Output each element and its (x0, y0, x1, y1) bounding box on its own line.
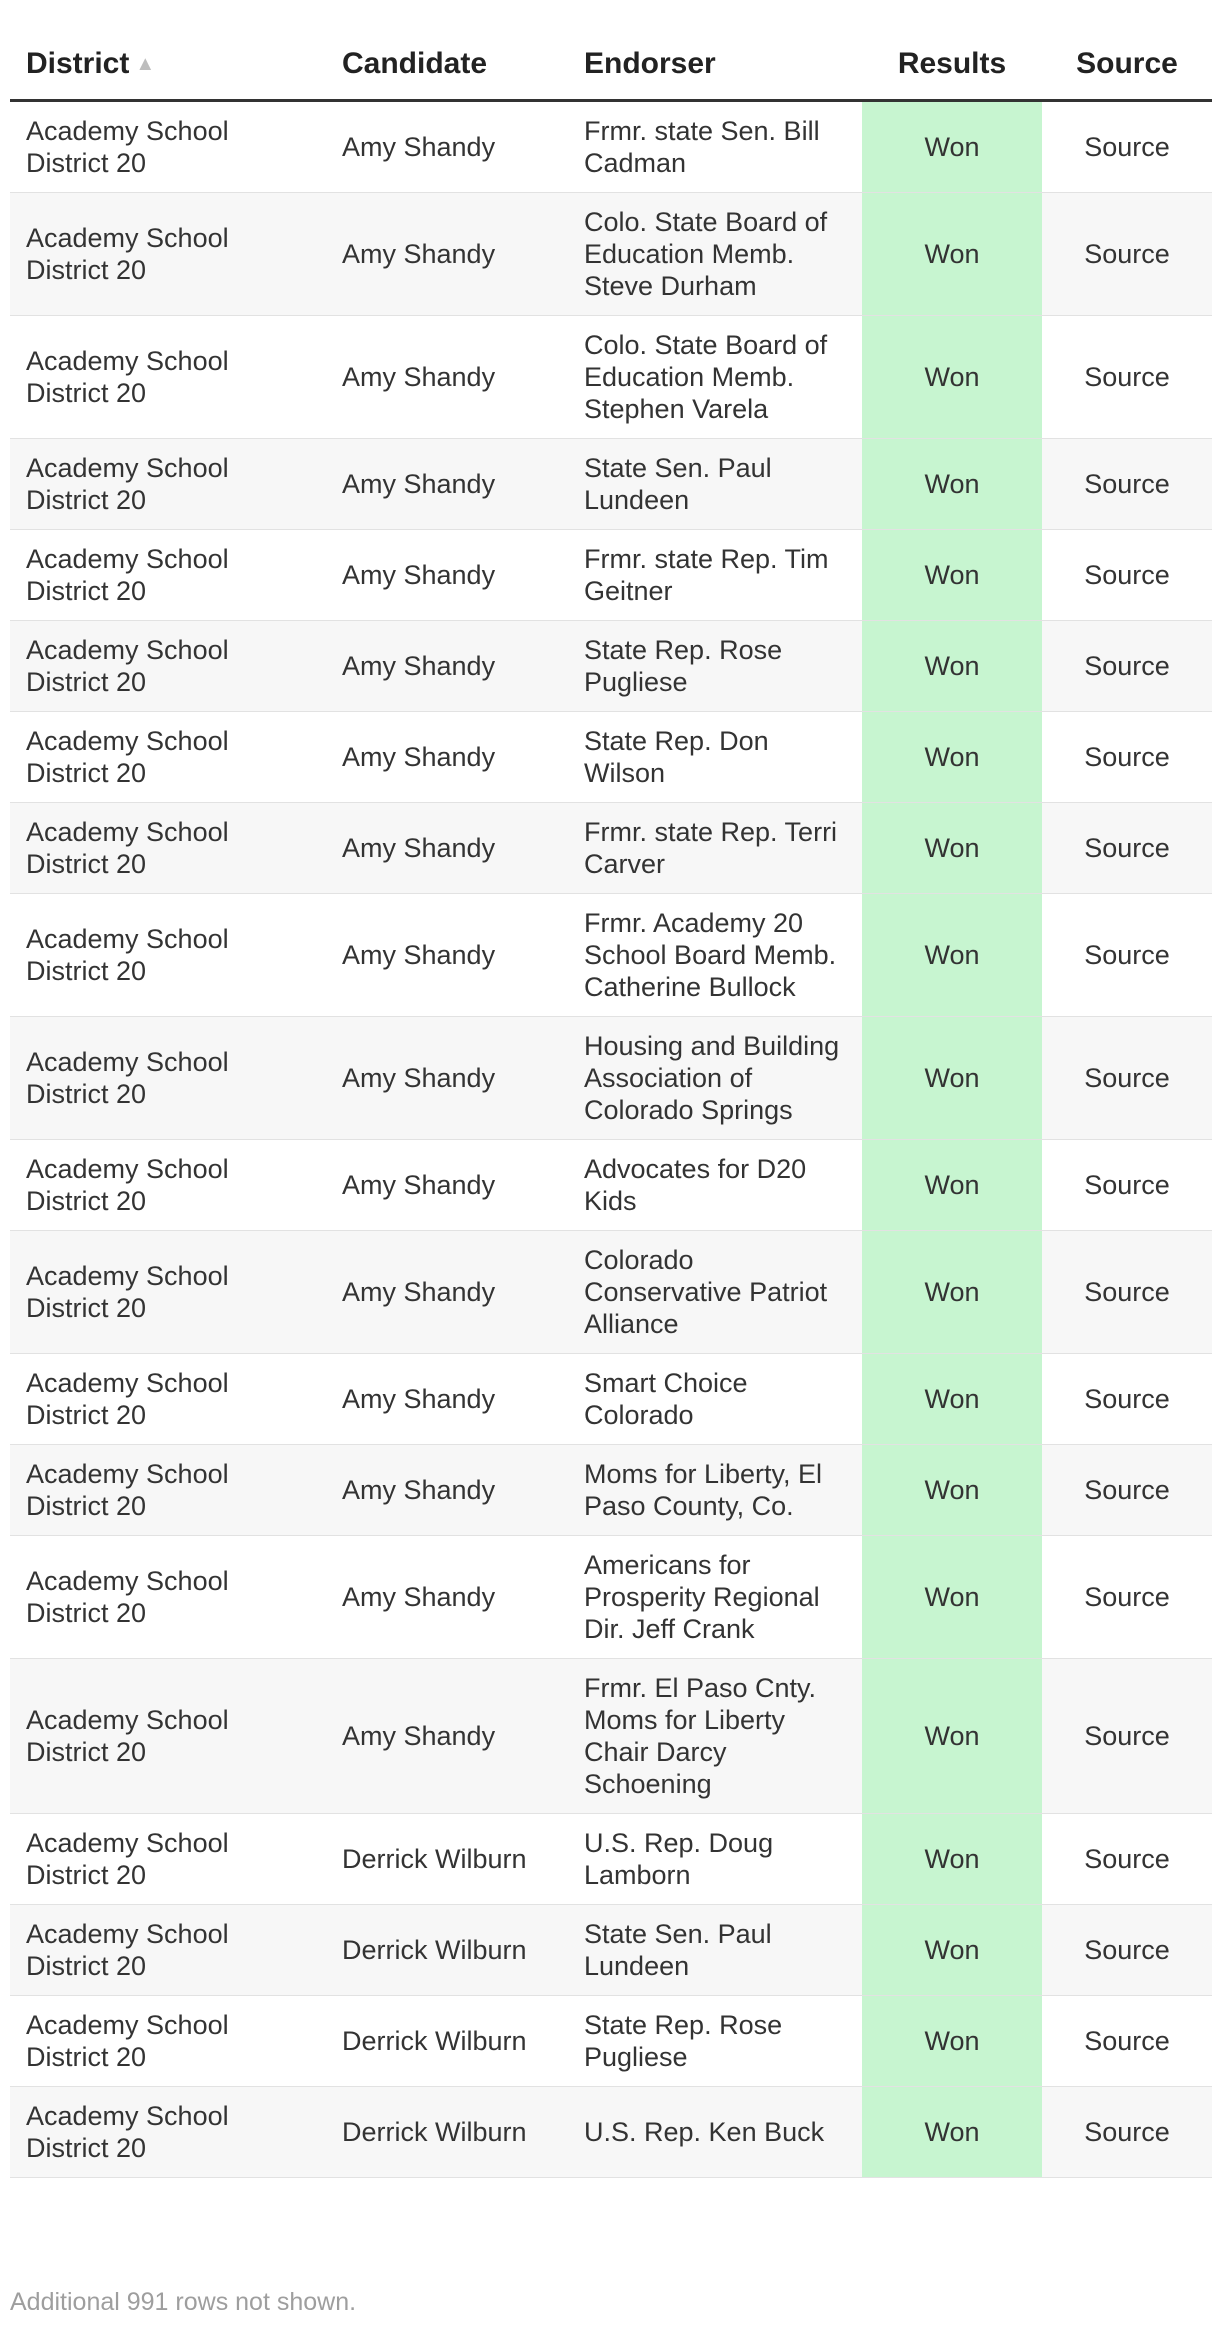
table-row (10, 1353, 1212, 1444)
district-cell: Academy School District 20 (10, 100, 326, 192)
candidate-cell: Amy Shandy (326, 1444, 568, 1535)
endorsements-table-container (10, 0, 1212, 2178)
endorser-cell: State Rep. Don Wilson (568, 711, 862, 802)
result-cell: Won (862, 893, 1042, 1016)
candidate-cell: Amy Shandy (326, 438, 568, 529)
endorser-cell: U.S. Rep. Doug Lamborn (568, 1813, 862, 1904)
candidate-cell: Amy Shandy (326, 1535, 568, 1658)
district-cell: Academy School District 20 (10, 1904, 326, 1995)
candidate-cell: Amy Shandy (326, 1016, 568, 1139)
endorser-cell: Colo. State Board of Education Memb. Steve Durham (568, 192, 862, 315)
candidate-cell: Amy Shandy (326, 620, 568, 711)
district-cell: Academy School District 20 (10, 1535, 326, 1658)
result-cell: Won (862, 2086, 1042, 2177)
source-link[interactable]: Source (1042, 1813, 1212, 1904)
endorser-cell: U.S. Rep. Ken Buck (568, 2086, 862, 2177)
result-cell: Won (862, 1535, 1042, 1658)
endorser-cell: Frmr. state Sen. Bill Cadman (568, 100, 862, 192)
candidate-cell: Derrick Wilburn (326, 1813, 568, 1904)
endorsements-table (10, 0, 1212, 2178)
table-row (10, 2086, 1212, 2177)
candidate-cell: Derrick Wilburn (326, 2086, 568, 2177)
candidate-cell: Amy Shandy (326, 529, 568, 620)
candidate-cell: Amy Shandy (326, 100, 568, 192)
result-cell: Won (862, 802, 1042, 893)
endorser-cell: State Rep. Rose Pugliese (568, 620, 862, 711)
source-link[interactable]: Source (1042, 1139, 1212, 1230)
endorser-cell: State Rep. Rose Pugliese (568, 1995, 862, 2086)
result-cell: Won (862, 620, 1042, 711)
source-link[interactable]: Source (1042, 1230, 1212, 1353)
source-link[interactable]: Source (1042, 893, 1212, 1016)
footer-note: Additional 991 rows not shown. (10, 2288, 357, 2316)
header-row (10, 0, 1212, 100)
endorser-cell: Frmr. Academy 20 School Board Memb. Catherine Bullock (568, 893, 862, 1016)
table-row (10, 1813, 1212, 1904)
column-header-results-label: Results (897, 46, 1007, 80)
result-cell: Won (862, 1813, 1042, 1904)
candidate-cell: Amy Shandy (326, 192, 568, 315)
district-cell: Academy School District 20 (10, 529, 326, 620)
table-row (10, 315, 1212, 438)
source-link[interactable]: Source (1042, 711, 1212, 802)
district-cell: Academy School District 20 (10, 192, 326, 315)
column-header-source-label: Source (1076, 46, 1178, 80)
source-link[interactable]: Source (1042, 1353, 1212, 1444)
source-link[interactable]: Source (1042, 1904, 1212, 1995)
result-cell: Won (862, 1444, 1042, 1535)
table-row (10, 1444, 1212, 1535)
table-row (10, 893, 1212, 1016)
candidate-cell: Amy Shandy (326, 1658, 568, 1813)
table-row (10, 1904, 1212, 1995)
column-header-results[interactable] (862, 0, 1042, 100)
source-link[interactable]: Source (1042, 529, 1212, 620)
district-cell: Academy School District 20 (10, 1139, 326, 1230)
source-link[interactable]: Source (1042, 438, 1212, 529)
column-header-district-label: District (26, 46, 130, 80)
district-cell: Academy School District 20 (10, 1658, 326, 1813)
endorser-cell: Colo. State Board of Education Memb. Stephen Varela (568, 315, 862, 438)
result-cell: Won (862, 529, 1042, 620)
table-row (10, 100, 1212, 192)
table-body (10, 100, 1212, 2177)
source-link[interactable]: Source (1042, 315, 1212, 438)
district-cell: Academy School District 20 (10, 802, 326, 893)
endorser-cell: Americans for Prosperity Regional Dir. Jeff Crank (568, 1535, 862, 1658)
district-cell: Academy School District 20 (10, 315, 326, 438)
table-row (10, 620, 1212, 711)
column-header-endorser-label: Endorser (584, 46, 716, 80)
column-header-candidate-label: Candidate (342, 46, 488, 80)
endorser-cell: Housing and Building Association of Colorado Springs (568, 1016, 862, 1139)
result-cell: Won (862, 1139, 1042, 1230)
endorser-cell: State Sen. Paul Lundeen (568, 1904, 862, 1995)
table-row (10, 1535, 1212, 1658)
result-cell: Won (862, 315, 1042, 438)
result-cell: Won (862, 1230, 1042, 1353)
endorser-cell: Moms for Liberty, El Paso County, Co. (568, 1444, 862, 1535)
source-link[interactable]: Source (1042, 1016, 1212, 1139)
district-cell: Academy School District 20 (10, 1995, 326, 2086)
result-cell: Won (862, 1353, 1042, 1444)
result-cell: Won (862, 1904, 1042, 1995)
source-link[interactable]: Source (1042, 2086, 1212, 2177)
result-cell: Won (862, 438, 1042, 529)
district-cell: Academy School District 20 (10, 1016, 326, 1139)
district-cell: Academy School District 20 (10, 893, 326, 1016)
column-header-source[interactable] (1042, 0, 1212, 100)
result-cell: Won (862, 100, 1042, 192)
endorser-cell: Colorado Conservative Patriot Alliance (568, 1230, 862, 1353)
district-cell: Academy School District 20 (10, 438, 326, 529)
candidate-cell: Derrick Wilburn (326, 1904, 568, 1995)
endorser-cell: Frmr. state Rep. Tim Geitner (568, 529, 862, 620)
candidate-cell: Amy Shandy (326, 1139, 568, 1230)
table-row (10, 1230, 1212, 1353)
table-row (10, 802, 1212, 893)
table-row (10, 1016, 1212, 1139)
table-row (10, 529, 1212, 620)
sort-ascending-icon: ▲ (135, 52, 156, 75)
column-header-candidate[interactable] (326, 0, 568, 100)
result-cell: Won (862, 1995, 1042, 2086)
candidate-cell: Derrick Wilburn (326, 1995, 568, 2086)
endorser-cell: Advocates for D20 Kids (568, 1139, 862, 1230)
source-link[interactable]: Source (1042, 620, 1212, 711)
candidate-cell: Amy Shandy (326, 893, 568, 1016)
source-link[interactable]: Source (1042, 1535, 1212, 1658)
district-cell: Academy School District 20 (10, 620, 326, 711)
candidate-cell: Amy Shandy (326, 1353, 568, 1444)
table-row (10, 192, 1212, 315)
district-cell: Academy School District 20 (10, 1813, 326, 1904)
table-row (10, 711, 1212, 802)
district-cell: Academy School District 20 (10, 1444, 326, 1535)
source-link[interactable]: Source (1042, 1658, 1212, 1813)
endorser-cell: State Sen. Paul Lundeen (568, 438, 862, 529)
result-cell: Won (862, 1016, 1042, 1139)
candidate-cell: Amy Shandy (326, 315, 568, 438)
endorser-cell: Frmr. state Rep. Terri Carver (568, 802, 862, 893)
candidate-cell: Amy Shandy (326, 802, 568, 893)
result-cell: Won (862, 192, 1042, 315)
district-cell: Academy School District 20 (10, 2086, 326, 2177)
district-cell: Academy School District 20 (10, 1353, 326, 1444)
candidate-cell: Amy Shandy (326, 1230, 568, 1353)
source-link[interactable]: Source (1042, 192, 1212, 315)
column-header-endorser[interactable] (568, 0, 862, 100)
district-cell: Academy School District 20 (10, 711, 326, 802)
result-cell: Won (862, 1658, 1042, 1813)
endorser-cell: Smart Choice Colorado (568, 1353, 862, 1444)
column-header-district[interactable] (10, 0, 326, 100)
source-link[interactable]: Source (1042, 100, 1212, 192)
source-link[interactable]: Source (1042, 1444, 1212, 1535)
source-link[interactable]: Source (1042, 802, 1212, 893)
endorser-cell: Frmr. El Paso Cnty. Moms for Liberty Chair Darcy Schoening (568, 1658, 862, 1813)
candidate-cell: Amy Shandy (326, 711, 568, 802)
table-row (10, 1658, 1212, 1813)
table-row (10, 1995, 1212, 2086)
source-link[interactable]: Source (1042, 1995, 1212, 2086)
district-cell: Academy School District 20 (10, 1230, 326, 1353)
table-header (10, 0, 1212, 100)
table-row (10, 1139, 1212, 1230)
table-row (10, 438, 1212, 529)
result-cell: Won (862, 711, 1042, 802)
